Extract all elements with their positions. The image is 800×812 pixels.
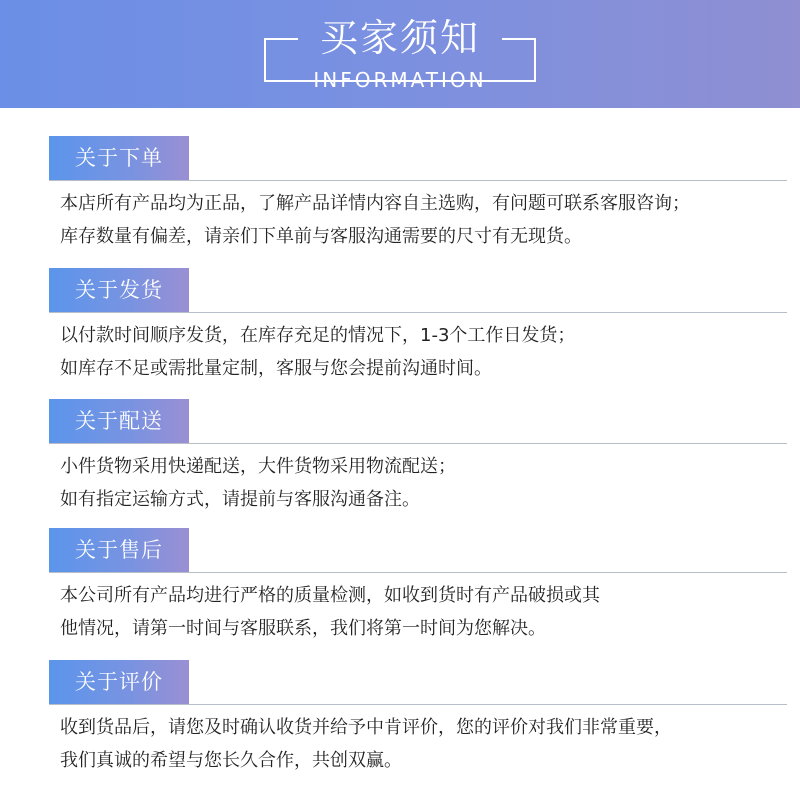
section-label: 关于售后 <box>49 528 189 572</box>
section-text-line: 他情况，请第一时间与客服联系，我们将第一时间为您解决。 <box>60 618 546 639</box>
section-divider <box>49 312 787 313</box>
section-text-line: 本公司所有产品均进行严格的质量检测，如收到货时有产品破损或其 <box>60 585 600 606</box>
section-label: 关于配送 <box>49 399 189 443</box>
section-text-line: 以付款时间顺序发货，在库存充足的情况下，1-3个工作日发货； <box>60 325 576 346</box>
section-label: 关于下单 <box>49 136 189 180</box>
section-body <box>60 579 795 645</box>
section-divider <box>49 443 787 444</box>
section-body <box>60 187 795 253</box>
section-text-line: 收到货品后，请您及时确认收货并给予中肯评价，您的评价对我们非常重要， <box>60 717 672 738</box>
section-divider <box>49 572 787 573</box>
header-banner <box>0 0 800 108</box>
section-divider <box>49 180 787 181</box>
section-text-line: 如有指定运输方式，请提前与客服沟通备注。 <box>60 489 420 510</box>
section-text-line: 如库存不足或需批量定制，客服与您会提前沟通时间。 <box>60 358 492 379</box>
section-text-line: 我们真诚的希望与您长久合作，共创双赢。 <box>60 750 402 771</box>
section-body <box>60 450 795 516</box>
section-text-line: 库存数量有偏差，请亲们下单前与客服沟通需要的尺寸有无现货。 <box>60 226 582 247</box>
page-subtitle: INFORMATION <box>313 68 487 92</box>
page-title: 买家须知 <box>319 16 480 60</box>
section-text-line: 小件货物采用快递配送，大件货物采用物流配送； <box>60 456 456 477</box>
section-label: 关于评价 <box>49 660 189 704</box>
section-text-line: 本店所有产品均为正品，了解产品详情内容自主选购，有问题可联系客服咨询； <box>60 193 690 214</box>
section-body <box>60 319 795 385</box>
section-divider <box>49 704 787 705</box>
section-body <box>60 711 795 777</box>
section-label: 关于发货 <box>49 268 189 312</box>
